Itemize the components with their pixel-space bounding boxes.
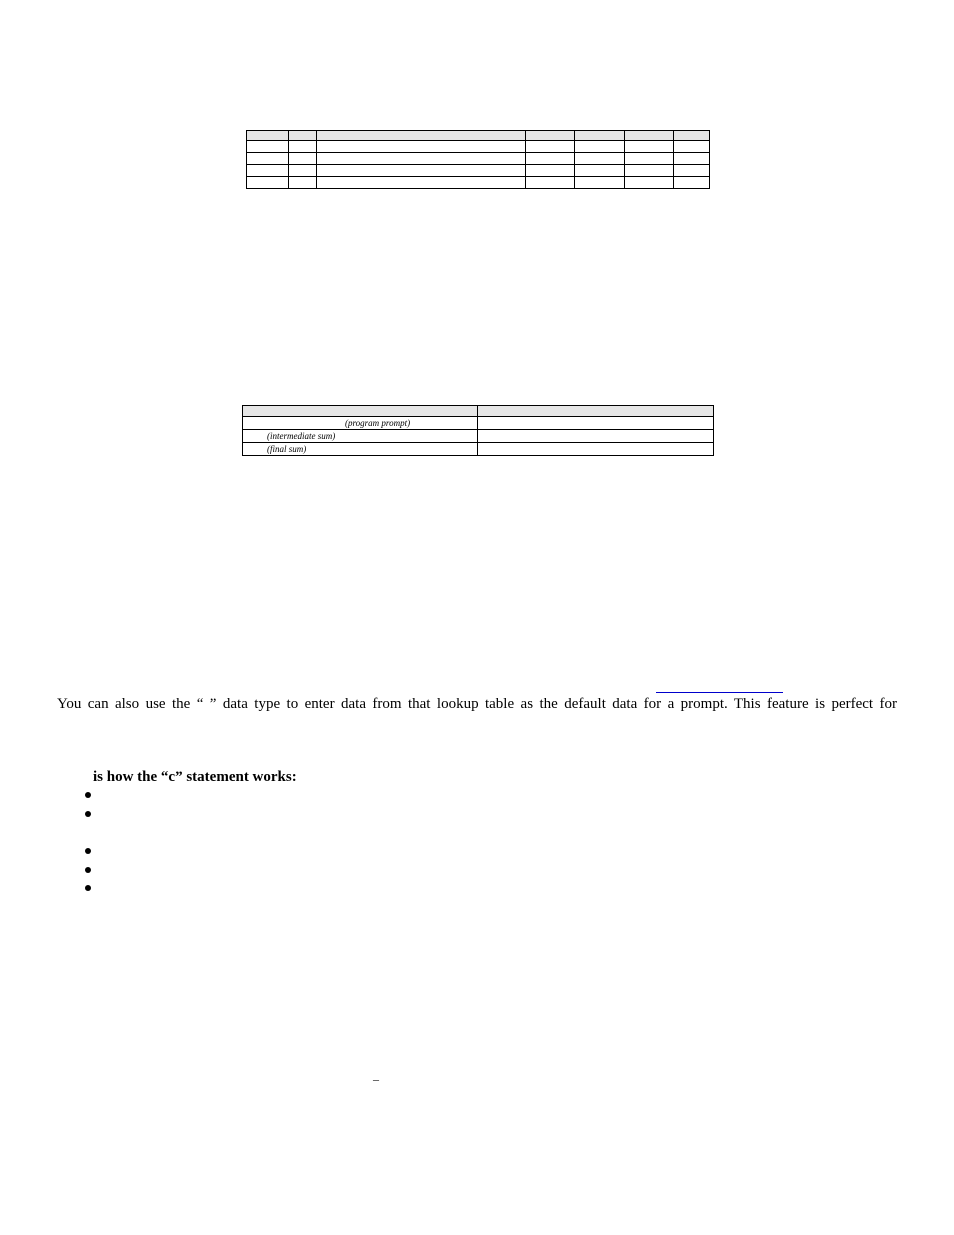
table-header-cell — [243, 406, 478, 417]
table-cell — [247, 141, 289, 153]
table-cell — [247, 153, 289, 165]
table-cell — [625, 165, 674, 177]
table-row — [247, 141, 710, 153]
program-prompt-cell: (program prompt) — [243, 417, 478, 430]
prompt-sum-table — [242, 405, 714, 456]
table-header-cell — [289, 131, 317, 141]
bullet-point — [85, 792, 91, 798]
table-cell — [478, 430, 714, 443]
body-paragraph: You can also use the “ ” data type to enter data from that lookup table as the default data for a prompt. This feature is perfect for — [57, 696, 897, 712]
table-header-cell — [478, 406, 714, 417]
table-cell — [247, 177, 289, 189]
table-cell — [317, 141, 526, 153]
table-header-cell — [674, 131, 710, 141]
bullet-point — [85, 848, 91, 854]
table-header-row — [247, 131, 710, 141]
table-cell — [289, 141, 317, 153]
table-cell — [674, 153, 710, 165]
table-cell — [478, 417, 714, 430]
table-cell — [317, 153, 526, 165]
table-cell — [289, 177, 317, 189]
table-cell — [317, 177, 526, 189]
bullet-point — [85, 867, 91, 873]
table-header-row — [243, 406, 714, 417]
table-row — [243, 443, 714, 456]
table-header-cell — [247, 131, 289, 141]
final-sum-cell: (final sum) — [243, 443, 478, 456]
table-cell — [526, 153, 575, 165]
table-cell — [575, 141, 625, 153]
table-cell — [526, 177, 575, 189]
table-cell — [575, 177, 625, 189]
table-cell — [526, 165, 575, 177]
table-cell — [674, 165, 710, 177]
table-cell — [575, 153, 625, 165]
section-heading: is how the “c” statement works: — [93, 769, 297, 785]
table-cell — [317, 165, 526, 177]
table-cell — [289, 153, 317, 165]
table-row — [247, 153, 710, 165]
table-row — [243, 417, 714, 430]
table-cell — [625, 141, 674, 153]
table-header-cell — [317, 131, 526, 141]
lookup-table — [246, 130, 710, 189]
table-row — [247, 165, 710, 177]
table-cell — [625, 153, 674, 165]
table-cell — [526, 141, 575, 153]
dash-mark: – — [373, 1072, 379, 1086]
table-row — [247, 177, 710, 189]
table-cell — [674, 177, 710, 189]
table-header-cell — [575, 131, 625, 141]
table-cell — [289, 165, 317, 177]
table-cell — [575, 165, 625, 177]
table-cell — [247, 165, 289, 177]
bullet-point — [85, 811, 91, 817]
table-header-cell — [526, 131, 575, 141]
bullet-point — [85, 885, 91, 891]
intermediate-sum-cell: (intermediate sum) — [243, 430, 478, 443]
table-cell — [478, 443, 714, 456]
hyperlink-underline[interactable] — [656, 692, 783, 693]
table-header-cell — [625, 131, 674, 141]
table-cell — [674, 141, 710, 153]
table-row — [243, 430, 714, 443]
table-cell — [625, 177, 674, 189]
